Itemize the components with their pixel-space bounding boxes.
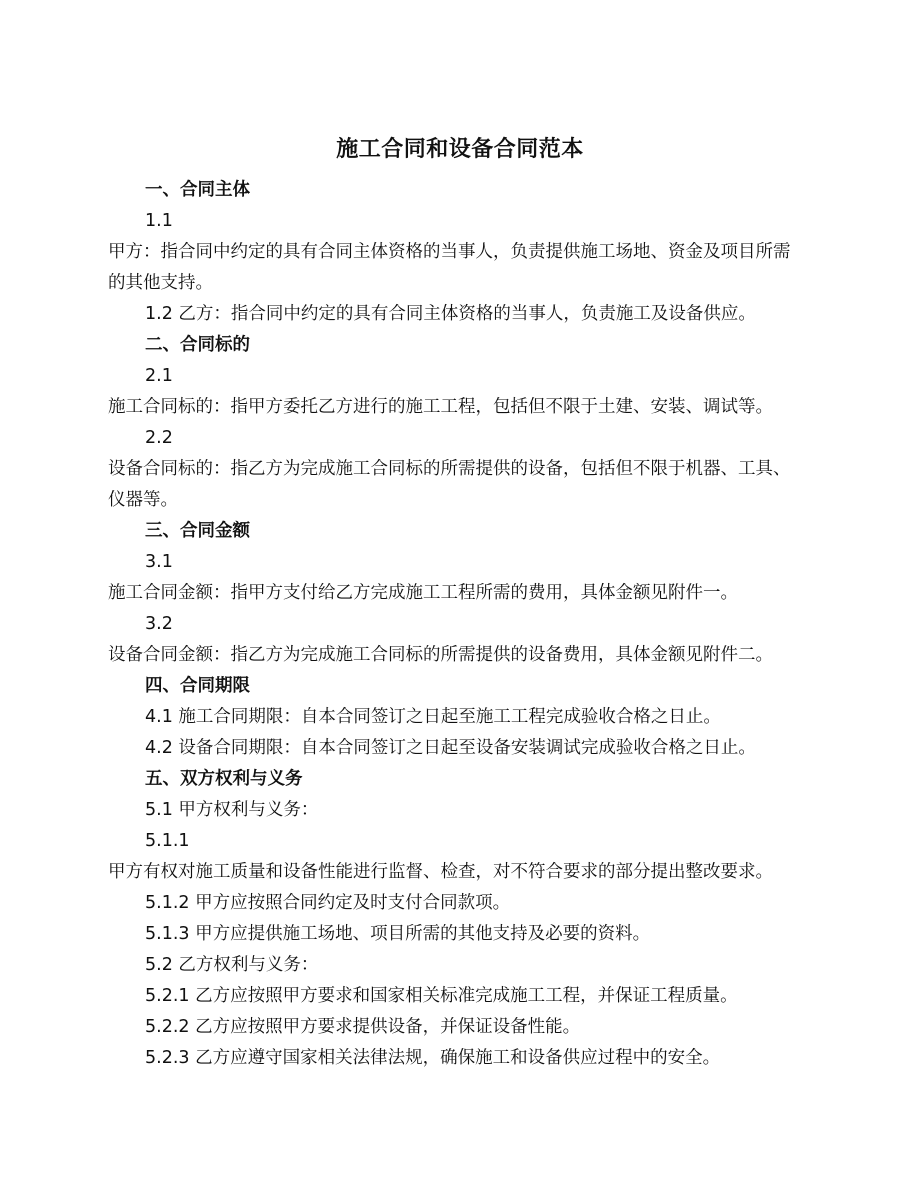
text-line: 设备合同标的：指乙方为完成施工合同标的所需提供的设备，包括但不限于机器、工具、 <box>108 459 791 479</box>
text-line: 5.2.3 乙方应遵守国家相关法律法规，确保施工和设备供应过程中的安全。 <box>145 1048 721 1068</box>
text-line: 施工合同金额：指甲方支付给乙方完成施工工程所需的费用，具体金额见附件一。 <box>108 583 738 603</box>
text-line: 甲方：指合同中约定的具有合同主体资格的当事人，负责提供施工场地、资金及项目所需 <box>108 242 791 262</box>
document-title: 施工合同和设备合同范本 <box>336 137 584 162</box>
section-heading: 二、合同标的 <box>145 335 250 355</box>
document-body <box>108 175 818 1074</box>
text-line: 2.1 <box>145 366 173 386</box>
text-line: 仪器等。 <box>108 490 178 510</box>
text-line: 5.1.1 <box>145 831 190 851</box>
text-line: 甲方有权对施工质量和设备性能进行监督、检查，对不符合要求的部分提出整改要求。 <box>108 862 773 882</box>
text-line: 1.2 乙方：指合同中约定的具有合同主体资格的当事人，负责施工及设备供应。 <box>145 304 756 324</box>
text-line: 的其他支持。 <box>108 273 213 293</box>
text-line: 5.1.3 甲方应提供施工场地、项目所需的其他支持及必要的资料。 <box>145 924 651 944</box>
section-heading: 四、合同期限 <box>145 676 250 696</box>
text-line: 3.1 <box>145 552 173 572</box>
text-line: 5.2.2 乙方应按照甲方要求提供设备，并保证设备性能。 <box>145 1017 581 1037</box>
text-line: 5.1.2 甲方应按照合同约定及时支付合同款项。 <box>145 893 511 913</box>
text-line: 设备合同金额：指乙方为完成施工合同标的所需提供的设备费用，具体金额见附件二。 <box>108 645 773 665</box>
text-line: 5.1 甲方权利与义务： <box>145 800 319 820</box>
text-line: 5.2 乙方权利与义务： <box>145 955 319 975</box>
text-line: 2.2 <box>145 428 173 448</box>
text-line: 1.1 <box>145 211 173 231</box>
text-line: 4.1 施工合同期限：自本合同签订之日起至施工工程完成验收合格之日止。 <box>145 707 721 727</box>
text-line: 3.2 <box>145 614 173 634</box>
text-line: 4.2 设备合同期限：自本合同签订之日起至设备安装调试完成验收合格之日止。 <box>145 738 756 758</box>
section-heading: 一、合同主体 <box>145 180 250 200</box>
text-line: 施工合同标的：指甲方委托乙方进行的施工工程，包括但不限于土建、安装、调试等。 <box>108 397 773 417</box>
section-heading: 五、双方权利与义务 <box>145 769 303 789</box>
text-line: 5.2.1 乙方应按照甲方要求和国家相关标准完成施工工程，并保证工程质量。 <box>145 986 738 1006</box>
section-heading: 三、合同金额 <box>145 521 250 541</box>
